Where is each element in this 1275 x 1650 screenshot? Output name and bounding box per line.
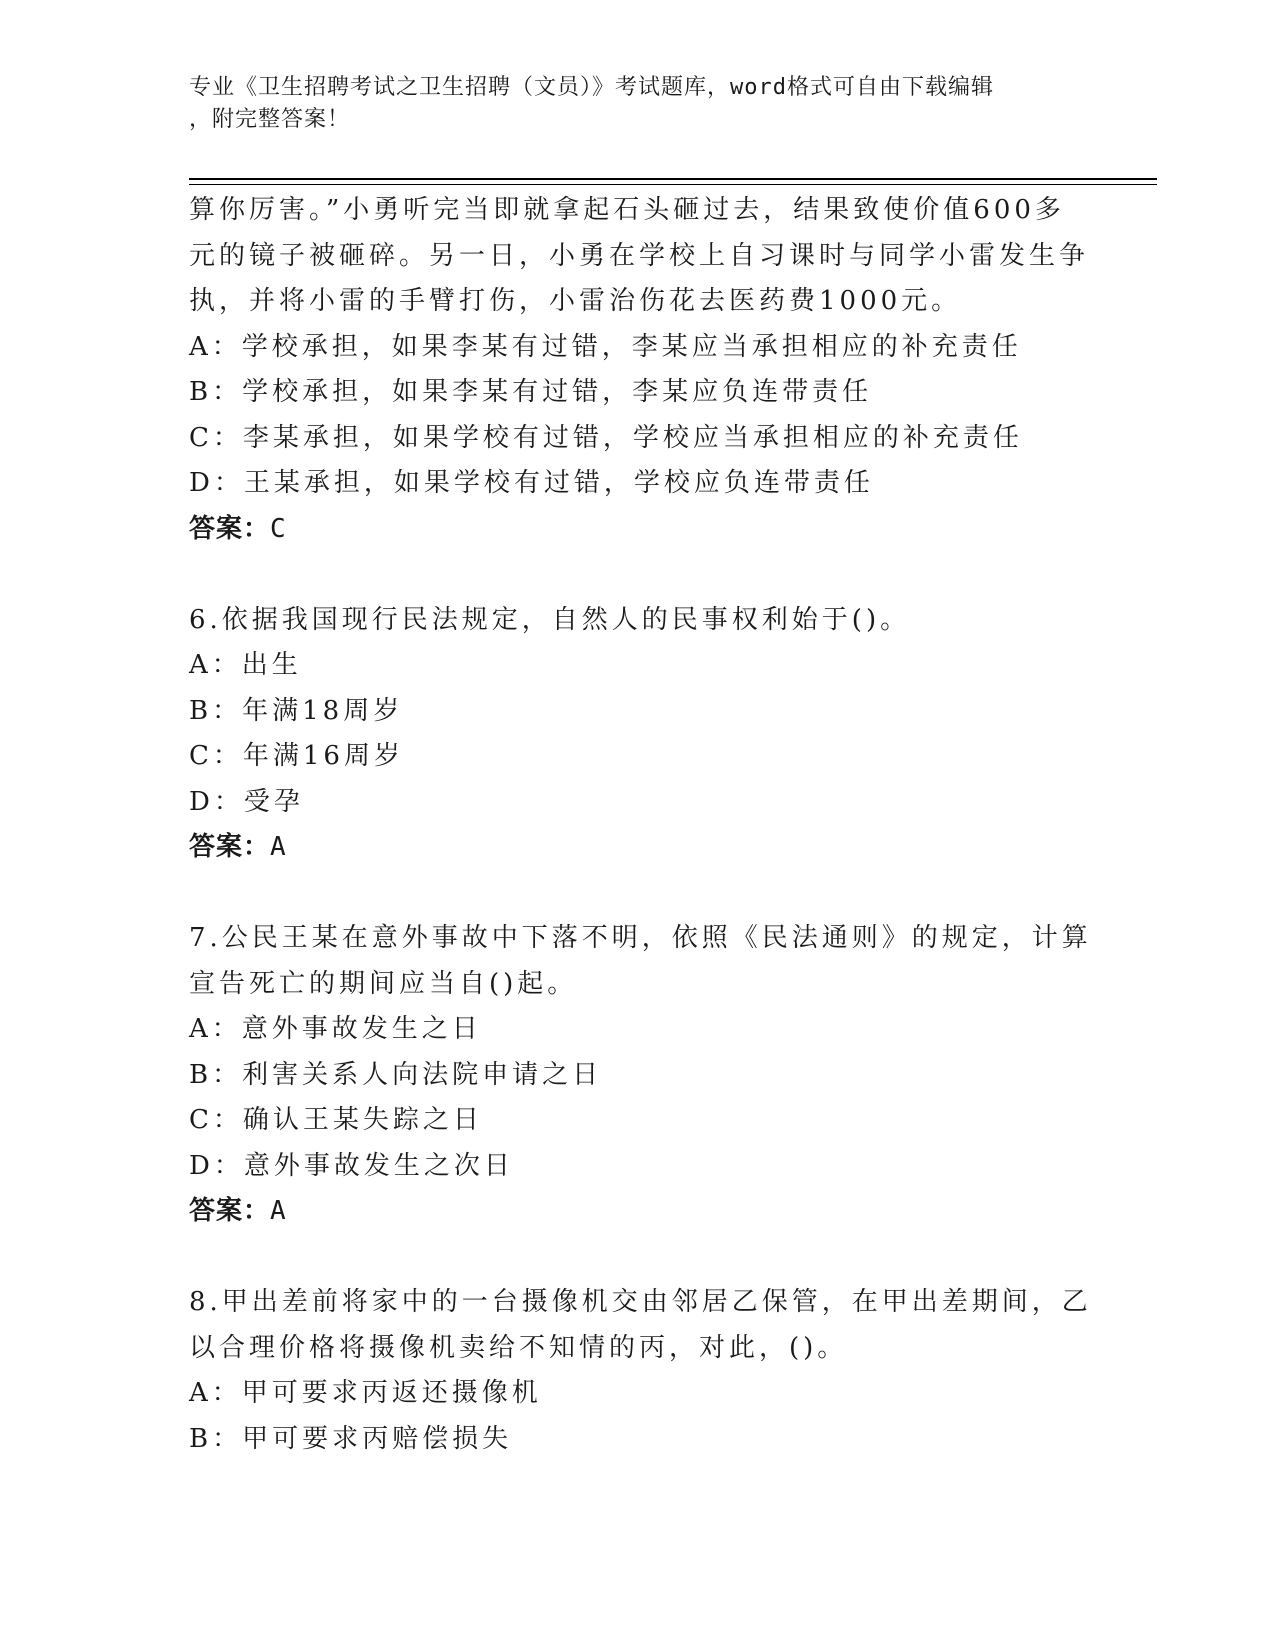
header-divider-thick	[189, 178, 1157, 180]
question-5	[189, 188, 1089, 552]
header-title-line-2: ，附完整答案！	[189, 107, 351, 132]
question-stem-line: 6.依据我国现行民法规定，自然人的民事权利始于()。	[189, 604, 911, 635]
answer-value: C	[270, 513, 287, 544]
answer-label: 答案：	[189, 1196, 271, 1226]
question-content	[189, 188, 1092, 1462]
answer-label: 答案：	[189, 832, 271, 862]
answer-value: A	[270, 1196, 287, 1226]
spacer	[189, 871, 1089, 917]
header-divider-thin	[189, 184, 1157, 185]
question-stem-line: 8.甲出差前将家中的一台摄像机交由邻居乙保管，在甲出差期间，乙	[189, 1287, 1092, 1317]
answer-label: 答案：	[189, 513, 271, 544]
header-title-line-1: 专业《卫生招聘考试之卫生招聘（文员）》考试题库，word格式可自由下载编辑	[189, 75, 994, 100]
option-b: B：学校承担，如果李某有过错，李某应负连带责任	[189, 377, 873, 407]
option-a: A：甲可要求丙返还摄像机	[189, 1378, 542, 1408]
option-a: A：意外事故发生之日	[189, 1014, 482, 1044]
option-a: A：学校承担，如果李某有过错，李某应当承担相应的补充责任	[189, 331, 1022, 362]
option-d: D：意外事故发生之次日	[189, 1150, 514, 1181]
question-6	[189, 598, 1089, 871]
spacer	[189, 1235, 1089, 1281]
document-header	[189, 72, 1089, 136]
option-c: C：年满16周岁	[189, 741, 404, 771]
option-a: A：出生	[189, 650, 302, 680]
question-7	[189, 916, 1092, 1235]
option-d: D：王某承担，如果学校有过错，学校应负连带责任	[189, 468, 874, 498]
spacer	[189, 552, 1089, 598]
question-stem-line: 算你厉害。”小勇听完当即就拿起石头砸过去，结果致使价值600多	[189, 195, 1065, 225]
option-c: C：李某承担，如果学校有过错，学校应当承担相应的补充责任	[189, 422, 1023, 453]
question-stem-line: 7.公民王某在意外事故中下落不明，依照《民法通则》的规定，计算	[189, 923, 1092, 953]
question-stem-line: 宣告死亡的期间应当自()起。	[189, 968, 578, 999]
question-stem-line: 以合理价格将摄像机卖给不知情的丙，对此，()。	[189, 1332, 848, 1363]
option-d: D：受孕	[189, 786, 304, 817]
question-8	[189, 1280, 1092, 1462]
answer-line	[189, 507, 1089, 553]
question-stem-line: 执，并将小雷的手臂打伤，小雷治伤花去医药费1000元。	[189, 286, 962, 316]
answer-value: A	[270, 832, 287, 862]
option-c: C：确认王某失踪之日	[189, 1105, 483, 1135]
option-b: B：甲可要求丙赔偿损失	[189, 1423, 513, 1454]
option-b: B：利害关系人向法院申请之日	[189, 1059, 603, 1090]
option-b: B：年满18周岁	[189, 695, 404, 726]
answer-line	[189, 1189, 1089, 1235]
answer-line	[189, 825, 1089, 871]
question-stem-line: 元的镜子被砸碎。另一日，小勇在学校上自习课时与同学小雷发生争	[189, 240, 1090, 271]
